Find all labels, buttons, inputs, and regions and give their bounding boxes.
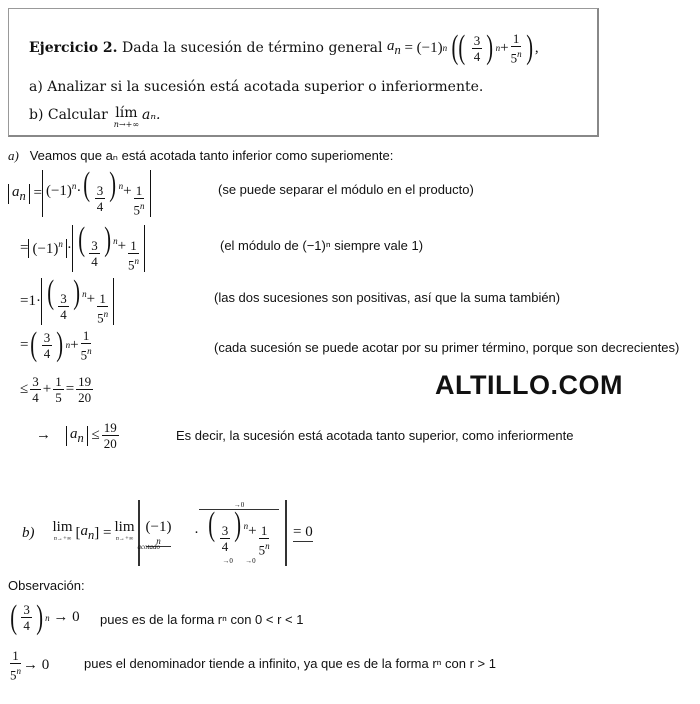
exercise-title: Ejercicio 2. xyxy=(29,40,118,57)
note-3: (las dos sucesiones son positivas, así que la suma también) xyxy=(214,290,561,305)
bound-num: 19 xyxy=(78,374,92,389)
observation-2-text: pues el denominador tiende a infinito, ya que es de la forma rⁿ con r > 1 xyxy=(84,656,496,671)
conclusion-text: Es decir, la sucesión está acotada tanto superior, como inferiormente xyxy=(176,428,574,443)
exercise-statement xyxy=(29,31,539,65)
step-2: = $(-1)^n$ · ( $\frac{3}{4}$ ) $^n$+ $\frac{1}{5^n}$ xyxy=(20,225,145,272)
part-b-label: b) xyxy=(22,524,35,541)
observation-2-formula: 1 5$^n$ → 0 xyxy=(10,648,50,683)
note-2: (el módulo de (−1)ⁿ siempre vale 1) xyxy=(220,238,424,253)
limit-result: = 0 xyxy=(293,524,313,540)
part-b-formula: b) lim n→+∞ [ $a_n$ ] = lim n→+∞ (−1) n acotado · →0 ( $\frac{3}{4}$ ) $^n$+ $\frac{1}{5^n}$ →0 →0 = 0 xyxy=(22,500,313,566)
question-b-label: b) Calcular xyxy=(29,107,108,123)
note-4: (cada sucesión se puede acotar por su primer término, porque son decrecientes) xyxy=(214,340,680,355)
acotado-label: acotado xyxy=(137,543,161,551)
intro-text: Veamos que aₙ está acotada tanto inferior como superiomente: xyxy=(29,148,394,163)
step-1: $a_n$ = $(-1)^n\cdot$( $\frac{3}{4}$ ) $^n$+ $\frac{1}{5^n}$ xyxy=(8,170,151,217)
lim-sub: n→+∞ xyxy=(113,120,140,129)
step-5: ≤ 3 4 + 1 5 = $\frac{19}{20}$ xyxy=(20,374,92,405)
exercise-box xyxy=(8,8,599,137)
part-a-intro xyxy=(8,148,393,164)
tends-zero-top: →0 xyxy=(199,501,279,510)
observacion-title: Observación: xyxy=(8,578,85,593)
note-1: (se puede separar el módulo en el producto) xyxy=(218,182,474,197)
general-term-formula: $a_n$ = (−1) n (( 3 4 ) n + 1 5$^n$ ) , xyxy=(386,29,539,67)
step-4: = ( 3 4 ) n + 1 5$^n$ xyxy=(20,326,92,364)
lim-text: lím xyxy=(115,105,138,121)
statement-text: Dada la sucesión de término general xyxy=(122,40,383,57)
bound-conclusion: → $a_n$ ≤ 19 20 xyxy=(36,420,117,451)
observation-1-text: pues es de la forma rⁿ con 0 < r < 1 xyxy=(100,612,304,627)
tends-zero-bottom: →0 →0 xyxy=(222,557,256,566)
step-3: =1· ( $\frac{3}{4}$ ) $^n$+ $\frac{1}{5^n}$ xyxy=(20,278,114,325)
watermark-logo: ALTILLO.COM xyxy=(435,370,623,400)
an-text: aₙ. xyxy=(142,107,161,123)
part-a-label: a) xyxy=(8,148,19,163)
question-a: a) Analizar si la sucesión está acotada superior o inferiormente. xyxy=(29,79,484,95)
question-b xyxy=(29,107,161,131)
observation-1-formula: ( 3 4 ) n → 0 xyxy=(10,598,80,636)
bound-den: 20 xyxy=(78,390,92,405)
